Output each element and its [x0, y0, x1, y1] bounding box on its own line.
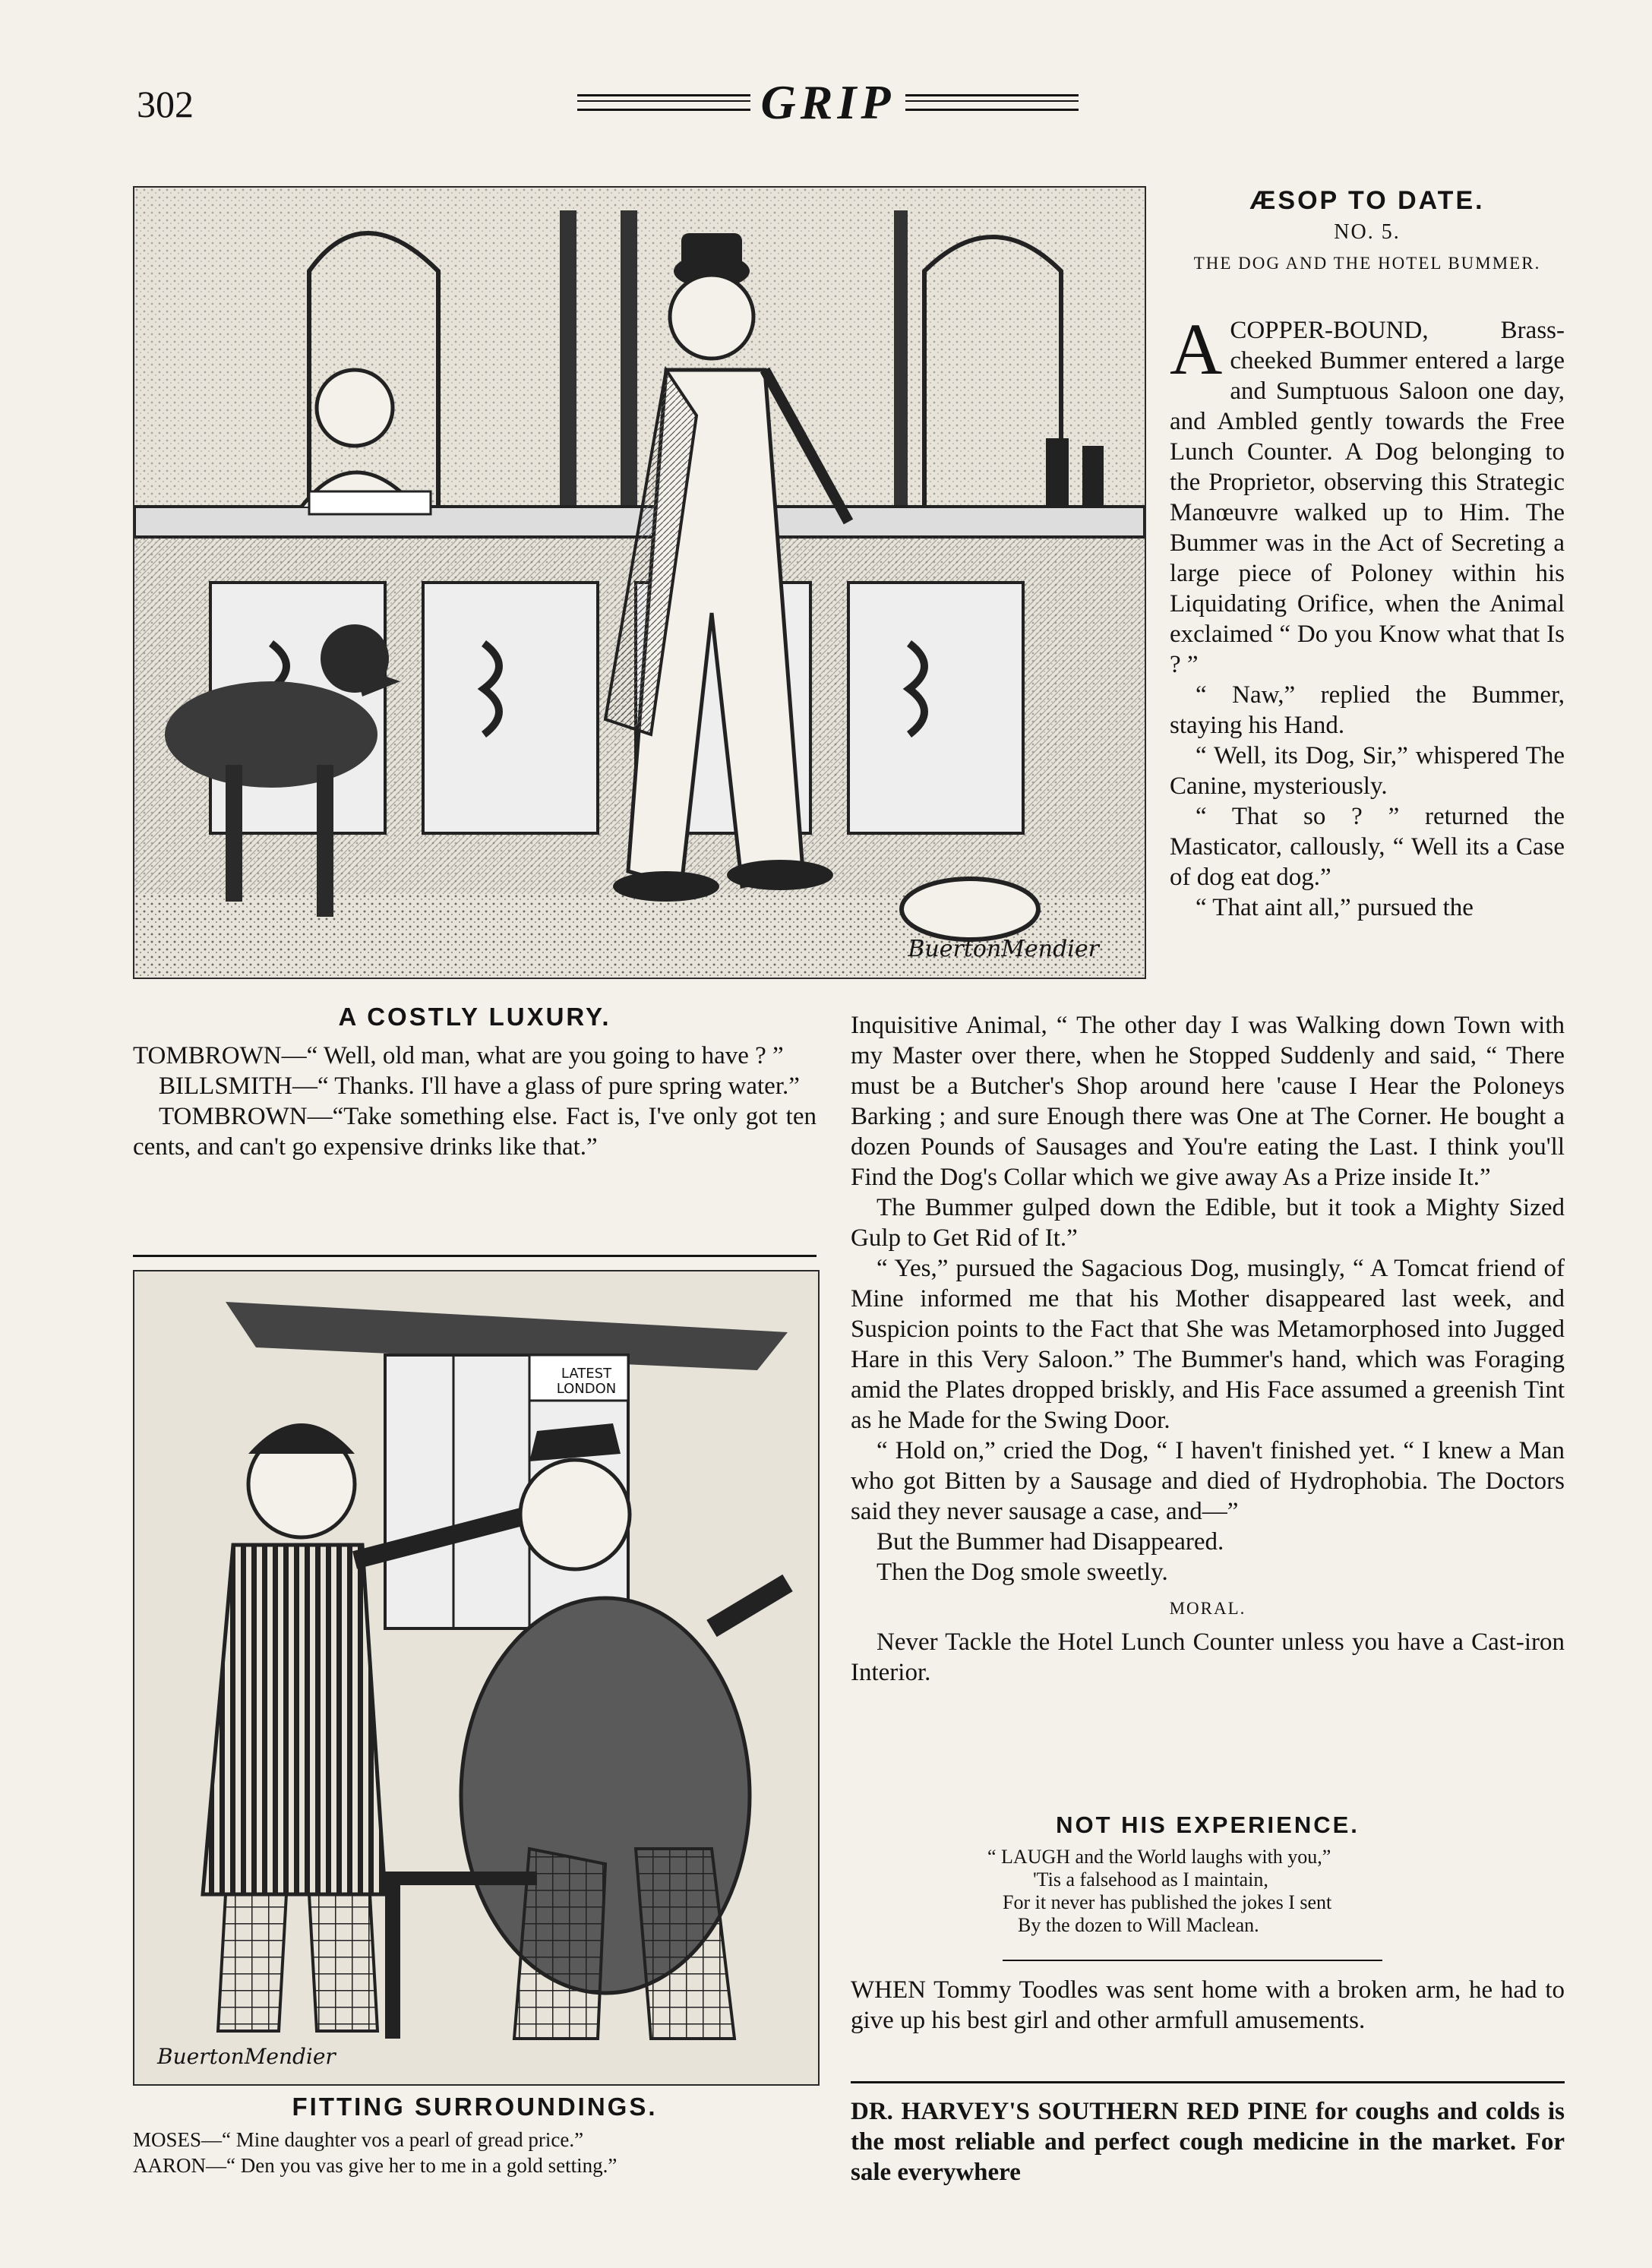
- aesop-paragraph: The Bummer gulped down the Edible, but it took a Mighty Sized Gulp to Get Rid of It.”: [851, 1194, 1565, 1252]
- fitting-surroundings-title: FITTING SURROUNDINGS.: [292, 2093, 658, 2121]
- artist-signature: BuertonMendier: [908, 936, 1099, 962]
- aesop-paragraph: “ That so ? ” returned the Masticator, callously, “ Well its a Case of dog eat dog.”: [1170, 803, 1565, 891]
- poem-line: “ LAUGH and the World laughs with you,”: [987, 1846, 1331, 1868]
- masthead: [577, 76, 1079, 129]
- masthead-rule-left: [577, 94, 750, 111]
- moral-text: Never Tackle the Hotel Lunch Counter unless you have a Cast-iron Interior.: [851, 1628, 1565, 1686]
- poem: [987, 1846, 1458, 1937]
- masthead-title: GRIP: [760, 75, 895, 129]
- not-his-experience-title: NOT HIS EXPERIENCE.: [1056, 1812, 1360, 1838]
- drop-cap: A: [1170, 308, 1223, 390]
- page-number: 302: [137, 83, 194, 125]
- fitting-surroundings-line: AARON—“ Den you vas give her to me in a gold setting.”: [133, 2154, 618, 2177]
- costly-luxury-dialogue: [133, 1041, 817, 1162]
- section-divider: [133, 1255, 817, 1257]
- aesop-subtitle: THE DOG AND THE HOTEL BUMMER.: [1193, 254, 1541, 273]
- costly-luxury-line: TOMBROWN—“ Well, old man, what are you going to have ? ”: [133, 1042, 784, 1069]
- aesop-opening-paragraph: ACOPPER-BOUND, Brass-cheeked Bummer entered a large and Sumptuous Saloon one day, and Ambled gently towards the Free Lunch Counter. A Dog belonging to the Proprietor, observing this Strategic Manœuvre walked up to Him. The Bummer was in the Act of Secreting a large piece of Poloney within his Liquidating Orifice, when the Animal exclaimed “ Do you Know what that Is ? ”: [1170, 308, 1565, 678]
- poem-line: By the dozen to Will Maclean.: [1018, 1914, 1259, 1936]
- aesop-paragraph: “ Well, its Dog, Sir,” whispered The Canine, mysteriously.: [1170, 742, 1565, 800]
- bar-scene-illustration: [133, 186, 1146, 979]
- aesop-paragraph: “ Yes,” pursued the Sagacious Dog, musingly, “ A Tomcat friend of Mine informed me that his Mother disappeared last week, and Suspicion points to the Fact that She was Metamorphosed into Jugged Hare in this Very Saloon.” The Bummer's hand, which was Foraging amid the Plates dropped briskly, and His Face assumed a greenish Tint as he Made for the Swing Door.: [851, 1255, 1565, 1434]
- aesop-paragraph: “ That aint all,” pursued the: [1196, 894, 1474, 921]
- aesop-paragraph: “ Hold on,” cried the Dog, “ I haven't finished yet. “ I knew a Man who got Bitten by a Sausage and died of Hydrophobia. The Doctors said they never sausage a case, and—”: [851, 1437, 1565, 1525]
- aesop-paragraph: Inquisitive Animal, “ The other day I was Walking down Town with my Master over there, when he Stopped Suddenly and said, “ There must be a Butcher's Shop around here 'cause I Hear the Poloneys Barking ; and sure Enough there was One at The Corner. He bought a dozen Pounds of Sausages and You're eating the Last. I think you'll Find the Dog's Collar which we give away As a Prize inside It.”: [851, 1012, 1565, 1191]
- tommy-toodles-item: WHEN Tommy Toodles was sent home with a broken arm, he had to give up his best girl and other armfull amusements.: [851, 1976, 1565, 2034]
- masthead-rule-right: [905, 94, 1079, 111]
- artist-signature: BuertonMendier: [157, 2044, 336, 2069]
- poem-line: For it never has published the jokes I sent: [1003, 1891, 1332, 1913]
- aesop-paragraph: “ Naw,” replied the Bummer, staying his Hand.: [1170, 681, 1565, 739]
- two-men-illustration: [133, 1270, 820, 2086]
- advert-text: for coughs and colds is the most reliable and perfect cough medicine in the market. For sale everywhere: [851, 2098, 1565, 2186]
- section-divider: [1003, 1960, 1382, 1961]
- aesop-title: ÆSOP TO DATE.: [1249, 186, 1485, 215]
- aesop-number: NO. 5.: [1334, 220, 1401, 244]
- costly-luxury-title: A COSTLY LUXURY.: [338, 1003, 611, 1031]
- red-pine-advert: [851, 2096, 1565, 2187]
- fitting-surroundings-dialogue: [133, 2127, 817, 2178]
- aesop-paragraph: Then the Dog smole sweetly.: [877, 1559, 1168, 1586]
- advert-brand: DR. HARVEY'S SOUTHERN RED PINE: [851, 2098, 1308, 2125]
- costly-luxury-line: BILLSMITH—“ Thanks. I'll have a glass of pure spring water.”: [159, 1072, 800, 1100]
- storefront-sign: LATEST LONDON: [556, 1366, 617, 1397]
- fitting-surroundings-line: MOSES—“ Mine daughter vos a pearl of gread price.”: [133, 2128, 584, 2151]
- costly-luxury-line: TOMBROWN—“Take something else. Fact is, I've only got ten cents, and can't go expensive drinks like that.”: [133, 1103, 817, 1161]
- aesop-wide-text: [851, 1010, 1565, 1688]
- poem-line: 'Tis a falsehood as I maintain,: [1033, 1868, 1268, 1891]
- aesop-narrow-text: [1170, 308, 1565, 923]
- moral-label: MORAL.: [1169, 1599, 1246, 1618]
- section-divider: [851, 2081, 1565, 2083]
- aesop-paragraph: But the Bummer had Disappeared.: [877, 1528, 1224, 1556]
